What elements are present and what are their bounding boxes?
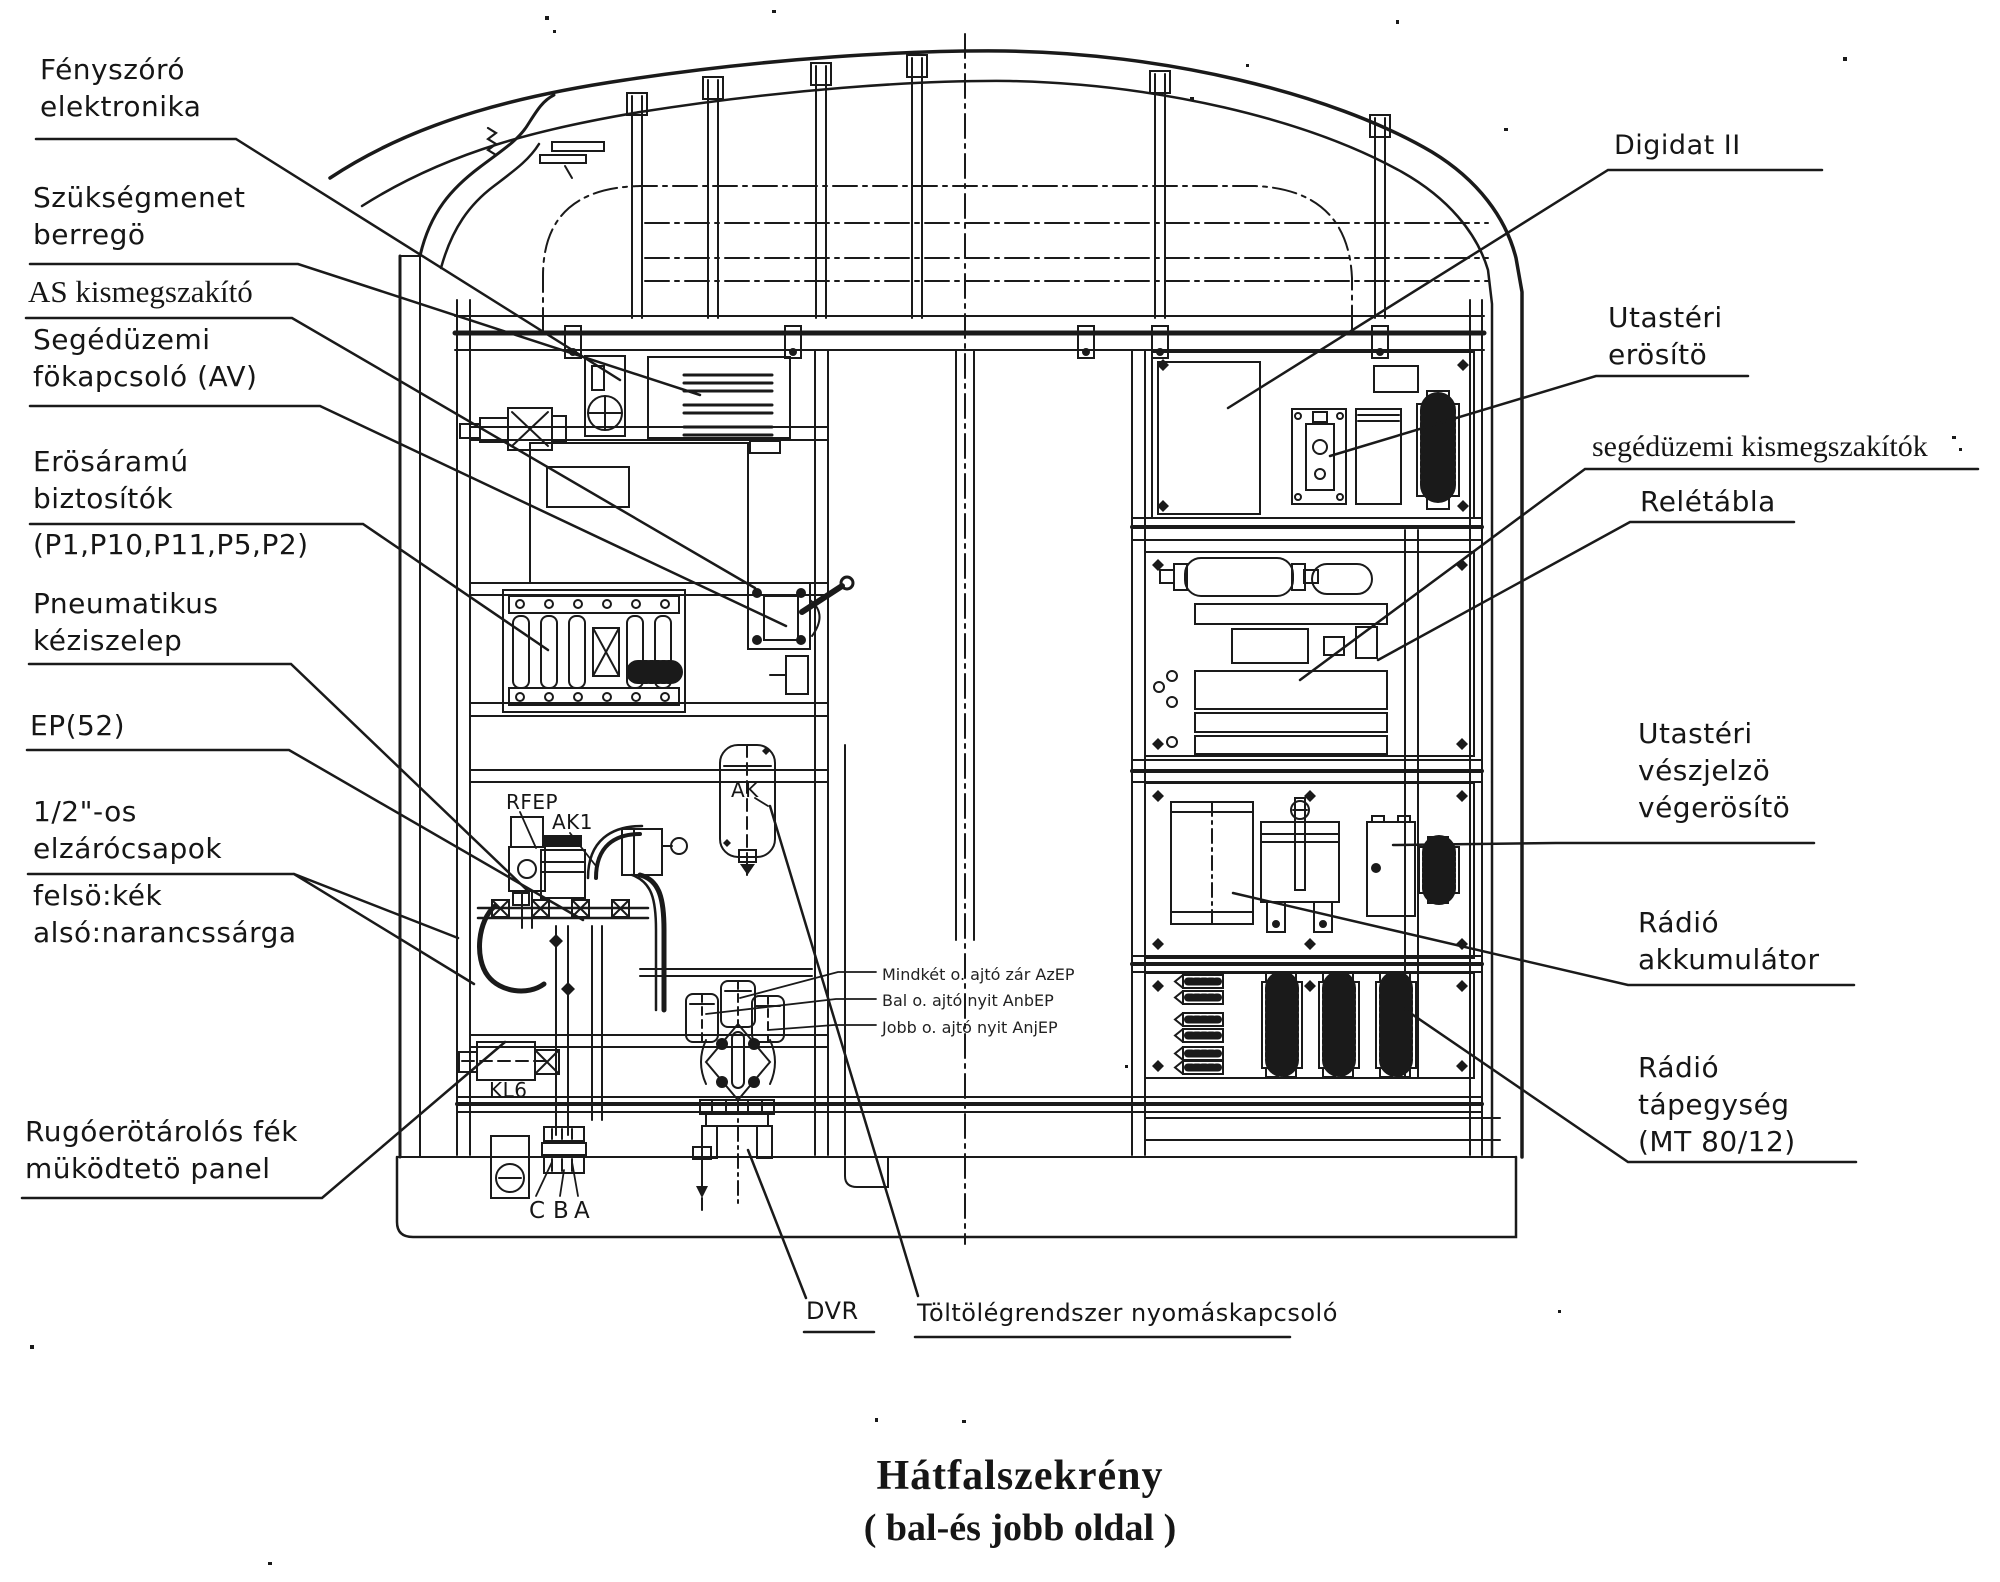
callout-line: kéziszelep <box>33 623 183 657</box>
callout-line: Rádió <box>1638 1051 1720 1084</box>
callout-shutoff-cocks <box>33 794 222 868</box>
spring-hatch-detail <box>488 128 496 161</box>
callout-line: Fényszóró <box>40 53 186 86</box>
door-label-line: Bal o. ajtó nyit AnbEP <box>882 991 1054 1011</box>
callout-headlight-electronics <box>40 52 201 126</box>
callout-line: erösítö <box>1608 337 1708 371</box>
title-line2: ( bal-és jobb oldal ) <box>863 1507 1177 1549</box>
callout-line: fökapcsoló (AV) <box>33 359 258 393</box>
drain-valve-box <box>491 1136 529 1198</box>
callout-ep52 <box>30 708 125 745</box>
callout-power-fuses-list <box>33 527 309 564</box>
callout-line: Pneumatikus <box>33 587 219 620</box>
door-label-line: Mindkét o. ajtó zár AzEP <box>882 965 1075 984</box>
callout-line: Utastéri <box>1608 301 1723 334</box>
callout-line: Töltölégrendszer nyomáskapcsoló <box>917 1299 1338 1327</box>
door-control-labels <box>882 962 1075 1041</box>
callout-line: segédüzemi kismegszakítók <box>1592 430 1928 463</box>
callout-line: Digidat II <box>1614 130 1741 161</box>
callout-line: Rugóerötárolós fék <box>25 1115 298 1148</box>
right-cabinet <box>1145 352 1474 1078</box>
callout-line: (P1,P10,P11,P5,P2) <box>33 528 309 561</box>
callout-line: EP(52) <box>30 709 126 742</box>
callout-radio-power-supply <box>1638 1050 1796 1161</box>
ak1-unit <box>541 836 585 898</box>
callout-line: elzárócsapok <box>33 831 223 865</box>
callout-hand-valve <box>33 586 219 660</box>
callout-line: (MT 80/12) <box>1638 1124 1796 1158</box>
ep-valve-block <box>588 826 687 878</box>
callout-line: végerösítö <box>1638 790 1791 824</box>
cba-connector <box>542 1127 586 1173</box>
power-fuse-bank <box>503 590 685 712</box>
mid-section-relay-board <box>1145 552 1474 756</box>
callout-line: biztosítók <box>33 481 174 515</box>
callout-passenger-amplifier <box>1608 300 1723 374</box>
callout-line: Segédüzemi <box>33 323 211 356</box>
dvr-valve-assembly <box>686 981 784 1205</box>
part-label-b: B <box>553 1198 570 1224</box>
callout-spring-brake-panel <box>25 1114 298 1188</box>
callout-charging-air-pressure-switch <box>917 1298 1338 1330</box>
callout-line: Rádió <box>1638 906 1720 939</box>
drawing-title <box>700 1452 1340 1550</box>
callout-relay-board <box>1640 484 1776 521</box>
part-label-c: C <box>529 1198 546 1224</box>
top-section-digidat-amplifier <box>1152 352 1474 518</box>
callout-line: DVR <box>806 1297 859 1325</box>
callout-aux-breakers <box>1592 430 1928 464</box>
part-label-rfep: RFEP <box>506 790 559 814</box>
callout-line: akkumulátor <box>1638 942 1820 976</box>
shutoff-cocks <box>549 934 575 996</box>
callout-aux-main-switch <box>33 322 257 396</box>
pneumatic-assembly <box>459 817 711 1210</box>
callout-line: elektronika <box>40 89 202 123</box>
part-label-ak: AK <box>731 778 759 802</box>
left-cabinet <box>460 356 853 712</box>
callout-line: berregö <box>33 217 146 251</box>
terminal-strips <box>1175 975 1223 1074</box>
callout-line: vészjelzö <box>1638 753 1771 787</box>
callout-emergency-buzzer <box>33 180 245 254</box>
callout-shutoff-cocks-colors <box>33 878 297 952</box>
part-label-ak1: AK1 <box>552 810 594 834</box>
callout-line: Erösáramú <box>33 445 189 478</box>
callout-passenger-alarm-amp <box>1638 716 1790 827</box>
ak-air-tank <box>720 745 775 875</box>
callout-line: Szükségmenet <box>33 181 246 214</box>
callout-line: alsó:narancssárga <box>33 915 297 949</box>
callout-line: müködtetö panel <box>25 1151 271 1185</box>
callout-line: 1/2"-os <box>33 795 137 828</box>
part-label-a: A <box>574 1198 591 1224</box>
callout-line: Relétábla <box>1640 485 1776 518</box>
callout-as-breaker <box>28 274 253 310</box>
base-frame <box>397 1157 1516 1237</box>
callout-radio-battery <box>1638 905 1820 979</box>
blank-panel <box>530 441 780 583</box>
buzzer-vent-box <box>648 357 790 438</box>
door-label-line: Jobb o. ajtó nyit AnjEP <box>882 1017 1058 1037</box>
callout-line: felsö:kék <box>33 879 163 912</box>
part-label-kl6: KL6 <box>489 1078 528 1102</box>
callout-line: Utastéri <box>1638 717 1753 750</box>
callout-line: AS kismegszakító <box>28 274 253 309</box>
rfep-filter-regulator <box>509 817 545 928</box>
transformer-units <box>1262 973 1416 1077</box>
title-line1: Hátfalszekrény <box>876 1453 1164 1499</box>
low-section-battery-amplifier <box>1145 783 1474 958</box>
callout-line: tápegység <box>1638 1087 1790 1121</box>
callout-digidat <box>1614 128 1741 164</box>
callout-power-fuses <box>33 444 189 518</box>
small-part-leaders <box>520 798 768 1196</box>
callout-dvr <box>806 1296 859 1328</box>
